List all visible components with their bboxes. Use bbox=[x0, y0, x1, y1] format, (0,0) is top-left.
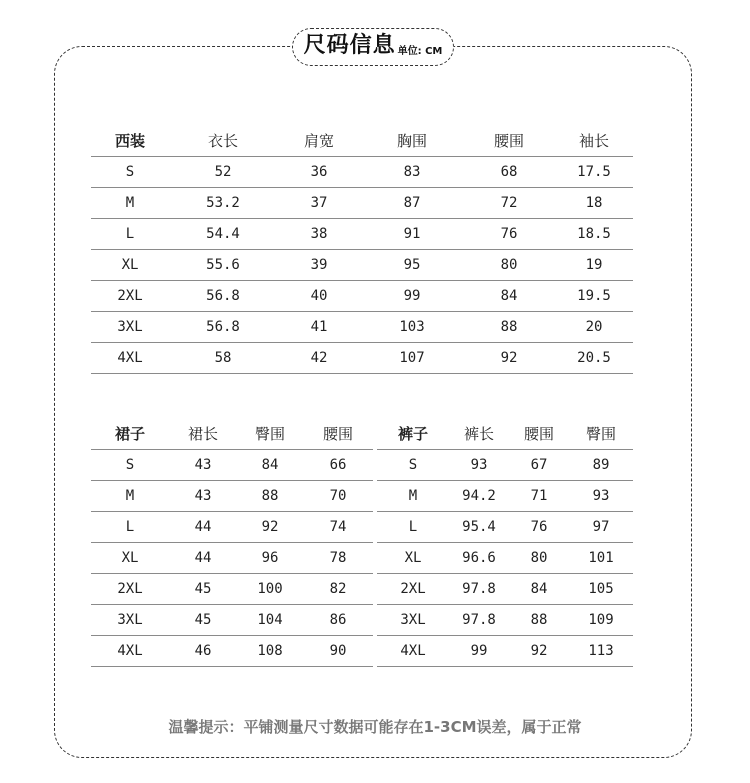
column-header: 腰围 bbox=[303, 418, 373, 450]
page-title: 尺码信息 bbox=[303, 33, 396, 58]
measurement-cell: 100 bbox=[237, 574, 303, 605]
measurement-cell: 20.5 bbox=[555, 343, 633, 374]
measurement-cell: 76 bbox=[463, 219, 555, 250]
measurement-cell: 87 bbox=[361, 188, 463, 219]
measurement-cell: 97 bbox=[569, 512, 633, 543]
size-label-cell: XL bbox=[91, 543, 169, 574]
column-header: 衣长 bbox=[169, 124, 277, 157]
size-label-cell: 2XL bbox=[91, 574, 169, 605]
table-row bbox=[91, 250, 633, 281]
measurement-cell: 72 bbox=[463, 188, 555, 219]
measurement-cell: 18 bbox=[555, 188, 633, 219]
measurement-cell: 19 bbox=[555, 250, 633, 281]
measurement-cell: 109 bbox=[569, 605, 633, 636]
measurement-cell: 38 bbox=[277, 219, 361, 250]
size-label-cell: L bbox=[91, 219, 169, 250]
measurement-cell: 92 bbox=[463, 343, 555, 374]
measurement-cell: 17.5 bbox=[555, 157, 633, 188]
size-label-cell: S bbox=[91, 157, 169, 188]
column-header: 裤长 bbox=[449, 418, 509, 450]
column-header: 胸围 bbox=[361, 124, 463, 157]
size-label-cell: 4XL bbox=[91, 636, 169, 667]
measurement-cell: 104 bbox=[237, 605, 303, 636]
measurement-cell: 43 bbox=[169, 481, 237, 512]
suit-header-row bbox=[91, 124, 633, 157]
table-row bbox=[91, 543, 373, 574]
measurement-cell: 92 bbox=[509, 636, 569, 667]
table-row bbox=[91, 219, 633, 250]
measurement-cell: 82 bbox=[303, 574, 373, 605]
size-label-cell: XL bbox=[377, 543, 449, 574]
column-header: 裙长 bbox=[169, 418, 237, 450]
measurement-cell: 89 bbox=[569, 450, 633, 481]
measurement-cell: 94.2 bbox=[449, 481, 509, 512]
size-label-cell: L bbox=[91, 512, 169, 543]
measurement-cell: 20 bbox=[555, 312, 633, 343]
table-row bbox=[91, 312, 633, 343]
measurement-cell: 88 bbox=[237, 481, 303, 512]
size-label-cell: M bbox=[377, 481, 449, 512]
measurement-cell: 19.5 bbox=[555, 281, 633, 312]
column-header: 肩宽 bbox=[277, 124, 361, 157]
table-row bbox=[377, 605, 633, 636]
measurement-cell: 80 bbox=[463, 250, 555, 281]
size-label-cell: L bbox=[377, 512, 449, 543]
skirt-header-row bbox=[91, 418, 373, 450]
measurement-cell: 43 bbox=[169, 450, 237, 481]
measurement-cell: 96 bbox=[237, 543, 303, 574]
suit-table-title: 西装 bbox=[91, 124, 169, 157]
measurement-cell: 67 bbox=[509, 450, 569, 481]
size-label-cell: XL bbox=[91, 250, 169, 281]
unit-label: 单位: CM bbox=[397, 46, 443, 57]
measurement-cell: 93 bbox=[449, 450, 509, 481]
measurement-cell: 78 bbox=[303, 543, 373, 574]
column-header: 臀围 bbox=[237, 418, 303, 450]
measurement-cell: 56.8 bbox=[169, 312, 277, 343]
table-row bbox=[91, 281, 633, 312]
column-header: 臀围 bbox=[569, 418, 633, 450]
measurement-cell: 70 bbox=[303, 481, 373, 512]
measurement-cell: 96.6 bbox=[449, 543, 509, 574]
measurement-cell: 71 bbox=[509, 481, 569, 512]
measurement-cell: 84 bbox=[237, 450, 303, 481]
measurement-cell: 54.4 bbox=[169, 219, 277, 250]
size-label-cell: S bbox=[91, 450, 169, 481]
pants-header-row bbox=[377, 418, 633, 450]
size-label-cell: 2XL bbox=[377, 574, 449, 605]
measurement-cell: 66 bbox=[303, 450, 373, 481]
measurement-cell: 44 bbox=[169, 543, 237, 574]
column-header: 腰围 bbox=[509, 418, 569, 450]
measurement-cell: 95.4 bbox=[449, 512, 509, 543]
table-row bbox=[91, 450, 373, 481]
skirt-table-title: 裙子 bbox=[91, 418, 169, 450]
measurement-cell: 84 bbox=[509, 574, 569, 605]
measurement-cell: 101 bbox=[569, 543, 633, 574]
measurement-cell: 86 bbox=[303, 605, 373, 636]
table-row bbox=[91, 481, 373, 512]
table-row bbox=[91, 188, 633, 219]
measurement-cell: 90 bbox=[303, 636, 373, 667]
measurement-cell: 42 bbox=[277, 343, 361, 374]
table-row bbox=[91, 343, 633, 374]
size-label-cell: 3XL bbox=[91, 312, 169, 343]
measurement-cell: 99 bbox=[361, 281, 463, 312]
size-label-cell: M bbox=[91, 481, 169, 512]
measurement-cell: 88 bbox=[463, 312, 555, 343]
measurement-cell: 97.8 bbox=[449, 605, 509, 636]
table-row bbox=[377, 543, 633, 574]
measurement-cell: 91 bbox=[361, 219, 463, 250]
size-label-cell: M bbox=[91, 188, 169, 219]
measurement-cell: 45 bbox=[169, 574, 237, 605]
measurement-cell: 37 bbox=[277, 188, 361, 219]
measurement-cell: 80 bbox=[509, 543, 569, 574]
measurement-cell: 95 bbox=[361, 250, 463, 281]
measurement-cell: 18.5 bbox=[555, 219, 633, 250]
measurement-cell: 68 bbox=[463, 157, 555, 188]
measurement-cell: 36 bbox=[277, 157, 361, 188]
pants-size-table bbox=[377, 418, 633, 667]
table-row bbox=[377, 512, 633, 543]
size-label-cell: 3XL bbox=[377, 605, 449, 636]
size-label-cell: 3XL bbox=[91, 605, 169, 636]
table-row bbox=[91, 512, 373, 543]
measurement-cell: 39 bbox=[277, 250, 361, 281]
size-label-cell: 2XL bbox=[91, 281, 169, 312]
size-label-cell: 4XL bbox=[377, 636, 449, 667]
pants-table-title: 裤子 bbox=[377, 418, 449, 450]
measurement-cell: 53.2 bbox=[169, 188, 277, 219]
measurement-cell: 45 bbox=[169, 605, 237, 636]
size-info-title bbox=[292, 28, 454, 66]
measurement-cell: 107 bbox=[361, 343, 463, 374]
measurement-cell: 108 bbox=[237, 636, 303, 667]
table-row bbox=[377, 481, 633, 512]
measurement-cell: 93 bbox=[569, 481, 633, 512]
table-row bbox=[377, 574, 633, 605]
measurement-cell: 92 bbox=[237, 512, 303, 543]
measurement-cell: 105 bbox=[569, 574, 633, 605]
measurement-cell: 84 bbox=[463, 281, 555, 312]
table-row bbox=[91, 157, 633, 188]
measurement-cell: 76 bbox=[509, 512, 569, 543]
measurement-cell: 97.8 bbox=[449, 574, 509, 605]
measurement-cell: 83 bbox=[361, 157, 463, 188]
measurement-cell: 113 bbox=[569, 636, 633, 667]
column-header: 袖长 bbox=[555, 124, 633, 157]
table-row bbox=[91, 605, 373, 636]
table-row bbox=[377, 636, 633, 667]
measurement-cell: 56.8 bbox=[169, 281, 277, 312]
measurement-cell: 52 bbox=[169, 157, 277, 188]
size-label-cell: S bbox=[377, 450, 449, 481]
measurement-cell: 41 bbox=[277, 312, 361, 343]
suit-size-table bbox=[91, 124, 633, 374]
measurement-cell: 44 bbox=[169, 512, 237, 543]
measurement-cell: 55.6 bbox=[169, 250, 277, 281]
skirt-size-table bbox=[91, 418, 373, 667]
measurement-cell: 88 bbox=[509, 605, 569, 636]
table-row bbox=[91, 636, 373, 667]
table-row bbox=[377, 450, 633, 481]
size-label-cell: 4XL bbox=[91, 343, 169, 374]
measurement-cell: 74 bbox=[303, 512, 373, 543]
measurement-cell: 103 bbox=[361, 312, 463, 343]
measurement-cell: 40 bbox=[277, 281, 361, 312]
table-row bbox=[91, 574, 373, 605]
measurement-cell: 58 bbox=[169, 343, 277, 374]
measurement-note: 温馨提示：平铺测量尺寸数据可能存在1-3CM误差，属于正常 bbox=[168, 718, 582, 736]
measurement-cell: 99 bbox=[449, 636, 509, 667]
column-header: 腰围 bbox=[463, 124, 555, 157]
measurement-cell: 46 bbox=[169, 636, 237, 667]
